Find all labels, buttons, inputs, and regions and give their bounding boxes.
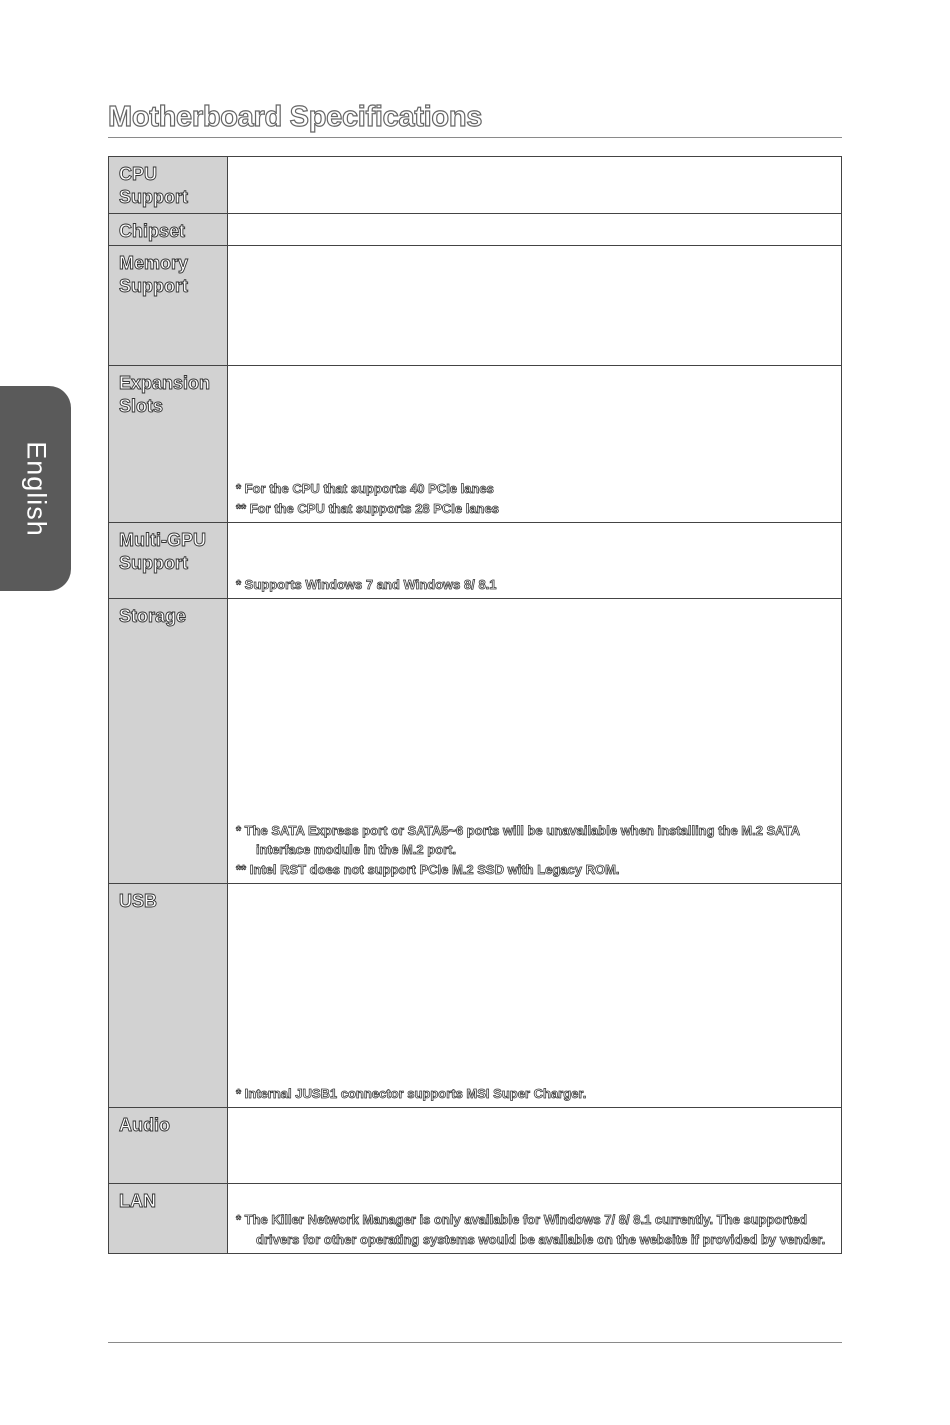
- spec-content-expansion: [228, 366, 842, 523]
- lan-notes: [236, 1210, 833, 1249]
- spec-label-chipset: Chipset: [109, 214, 228, 246]
- storage-notes: [236, 821, 833, 880]
- spec-content-usb: [228, 884, 842, 1108]
- spec-row-memory: [109, 246, 842, 366]
- footnote: ** For the CPU that supports 28 PCIe lanes: [236, 500, 499, 516]
- multigpu-notes: [236, 575, 833, 595]
- spec-label-cpu: CPU Support: [109, 157, 228, 214]
- spec-row-lan: [109, 1184, 842, 1254]
- language-side-tab: [0, 386, 71, 591]
- spec-label-multigpu: Multi-GPU Support: [109, 523, 228, 599]
- spec-content-memory: [228, 246, 842, 366]
- usb-notes: [236, 1084, 833, 1104]
- spec-row-chipset: [109, 214, 842, 246]
- footnote: * For the CPU that supports 40 PCIe lanes: [236, 481, 494, 496]
- footnote: * The SATA Express port or SATA5~6 ports will be unavailable when installing the M.2 SATA interface module in the M.2 port.: [236, 822, 800, 857]
- spec-label-memory: Memory Support: [109, 246, 228, 366]
- spec-label-usb: USB: [109, 884, 228, 1108]
- spec-content-cpu: [228, 157, 842, 214]
- spec-row-expansion: [109, 366, 842, 523]
- spec-table: [108, 156, 842, 1254]
- spec-content-multigpu: [228, 523, 842, 599]
- footnote: * Supports Windows 7 and Windows 8/ 8.1: [236, 576, 497, 592]
- spec-content-lan: [228, 1184, 842, 1254]
- spec-label-audio: Audio: [109, 1108, 228, 1184]
- spec-label-lan: LAN: [109, 1184, 228, 1254]
- title-divider: [108, 137, 842, 138]
- spec-row-multigpu: [109, 523, 842, 599]
- spec-row-usb: [109, 884, 842, 1108]
- language-tab-label: English: [21, 440, 51, 537]
- spec-content-storage: [228, 599, 842, 884]
- spec-row-audio: [109, 1108, 842, 1184]
- spec-content-audio: [228, 1108, 842, 1184]
- spec-label-expansion: Expansion Slots: [109, 366, 228, 523]
- expansion-notes: [236, 479, 833, 518]
- spec-label-storage: Storage: [109, 599, 228, 884]
- footnote: ** Intel RST does not support PCIe M.2 SSD with Legacy ROM.: [236, 861, 620, 877]
- footnote: * Internal JUSB1 connector supports MSI Super Charger.: [236, 1085, 587, 1101]
- spec-content-chipset: [228, 214, 842, 246]
- footer-divider: [108, 1342, 842, 1343]
- footnote: * The Killer Network Manager is only available for Windows 7/ 8/ 8.1 currently. The supported drivers for other operating systems would be available on the website if provided by vender.: [236, 1212, 826, 1247]
- page-title: Motherboard Specifications: [108, 101, 483, 133]
- spec-row-cpu: [109, 157, 842, 214]
- spec-row-storage: [109, 599, 842, 884]
